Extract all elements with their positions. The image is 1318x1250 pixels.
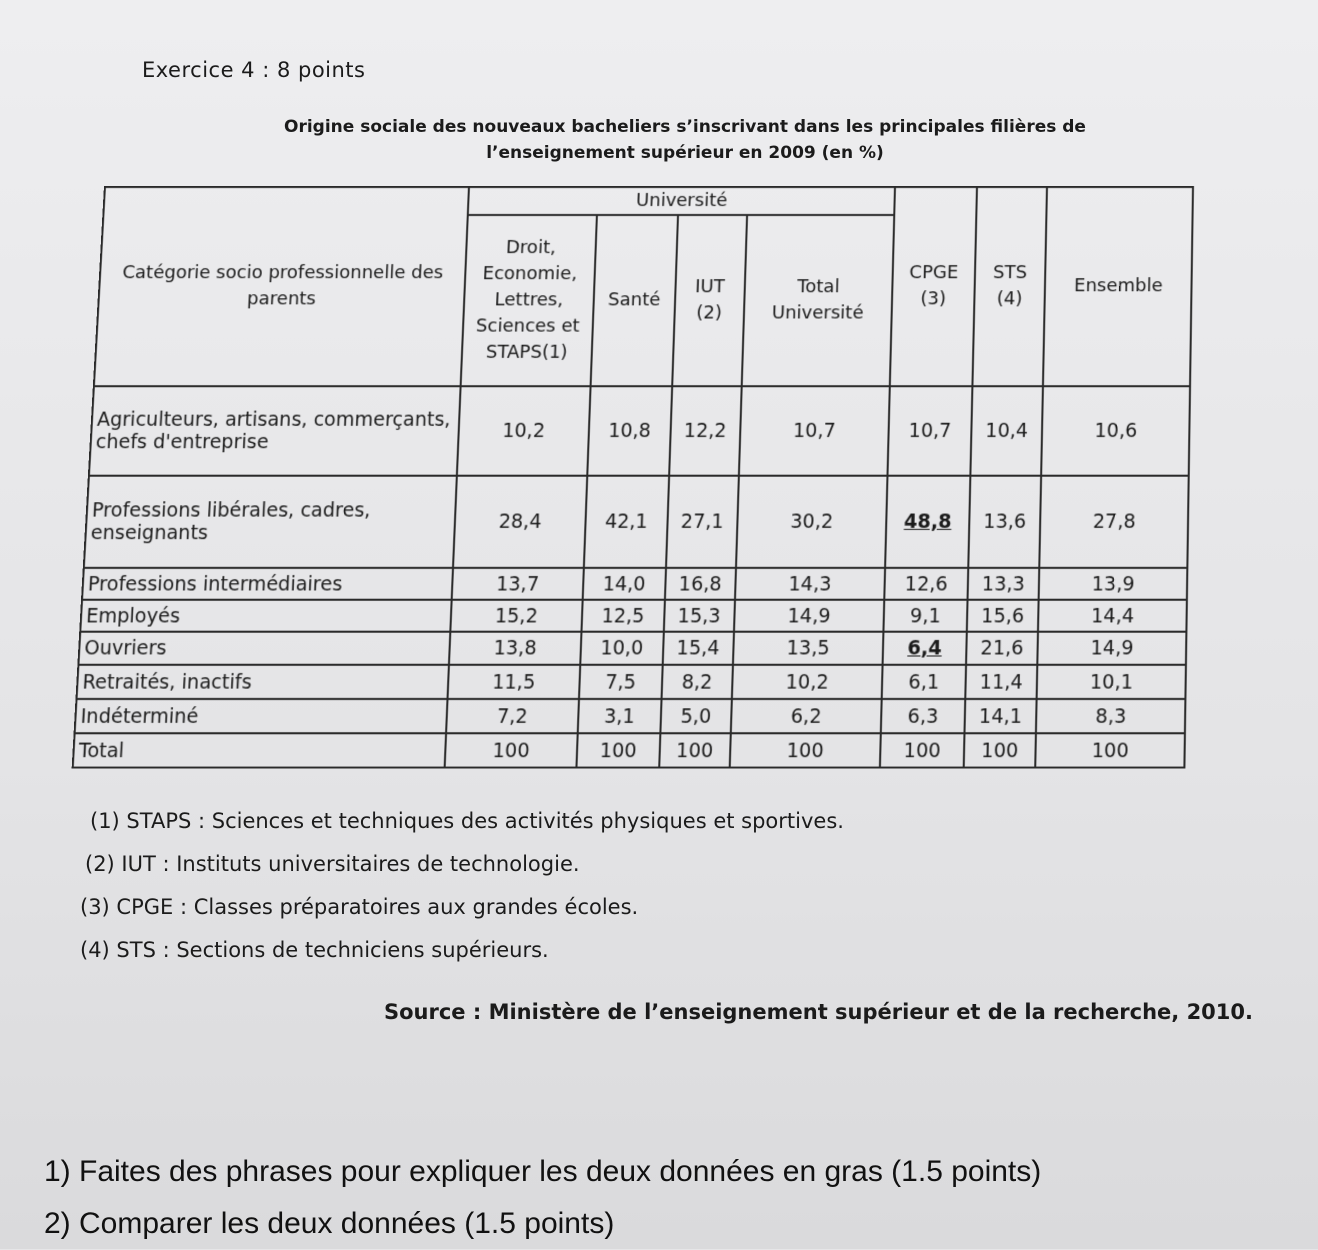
cell-ensemble: 8,3	[1036, 699, 1185, 733]
table-row	[75, 699, 1186, 733]
cell-sts: 21,6	[966, 632, 1039, 665]
cell-sante: 10,8	[587, 386, 672, 475]
cell-total-universite: 13,5	[732, 632, 883, 665]
cell-sante: 100	[576, 733, 660, 767]
cell-ensemble: 10,1	[1037, 665, 1186, 699]
cell-sante: 7,5	[579, 665, 663, 699]
table-row	[78, 632, 1186, 665]
question-1: 1) Faites des phrases pour expliquer les deux données en gras (1.5 points)	[44, 1155, 1042, 1188]
cell-cpge-highlighted: 6,4	[883, 632, 967, 665]
cell-sante: 3,1	[577, 699, 661, 733]
cell-sts: 14,1	[964, 699, 1037, 733]
row-label: Retraités, inactifs	[77, 665, 450, 699]
table-title-line-1: Origine sociale des nouveaux bacheliers s’inscrivant dans les principales filières de	[284, 117, 1086, 137]
cell-sts: 100	[963, 733, 1036, 767]
footnotes	[80, 800, 844, 972]
header-droit: Droit, Economie, Lettres, Sciences et STAPS(1)	[461, 215, 597, 386]
table-row	[77, 665, 1186, 699]
cell-iut: 27,1	[666, 476, 738, 568]
cell-sts: 10,4	[970, 386, 1043, 475]
cell-iut: 15,4	[663, 632, 734, 665]
cell-sts: 13,6	[968, 476, 1042, 568]
row-label: Professions intermédiaires	[82, 568, 453, 600]
cell-sante: 12,5	[581, 600, 665, 632]
cell-ensemble: 27,8	[1040, 476, 1189, 568]
cell-ensemble: 100	[1036, 733, 1185, 767]
cell-sante: 42,1	[583, 476, 669, 568]
table-title	[150, 114, 1220, 166]
header-ensemble: Ensemble	[1043, 187, 1193, 386]
cell-droit: 15,2	[450, 600, 582, 632]
row-label: Total	[73, 733, 446, 767]
cell-sante: 10,0	[580, 632, 664, 665]
question-2: 2) Comparer les deux données (1.5 points)	[44, 1207, 615, 1240]
cell-sts: 11,4	[965, 665, 1038, 699]
cell-iut: 15,3	[664, 600, 735, 632]
cell-droit: 13,8	[449, 632, 581, 665]
cell-total-universite: 10,2	[731, 665, 882, 699]
cell-cpge: 10,7	[888, 386, 972, 475]
cell-iut: 5,0	[660, 699, 731, 733]
cell-sante: 14,0	[582, 568, 666, 600]
header-universite: Université	[468, 187, 895, 215]
cell-cpge-highlighted: 48,8	[885, 476, 970, 568]
cell-total-universite: 100	[729, 733, 881, 767]
cell-sts: 15,6	[966, 600, 1038, 632]
table-row	[89, 386, 1190, 475]
social-origin-table	[72, 186, 1194, 769]
cell-iut: 100	[659, 733, 730, 767]
header-category: Catégorie socio professionnelle des parents	[94, 187, 469, 386]
cell-iut: 12,2	[669, 386, 741, 475]
row-label: Ouvriers	[78, 632, 450, 665]
cell-total-universite: 30,2	[735, 476, 887, 568]
table-row	[80, 600, 1187, 632]
cell-iut: 16,8	[665, 568, 736, 600]
table-row	[82, 568, 1187, 600]
cell-cpge: 9,1	[884, 600, 967, 632]
header-cpge: CPGE (3)	[890, 187, 977, 386]
cell-droit: 28,4	[453, 476, 587, 568]
cell-droit: 10,2	[457, 386, 590, 475]
footnote-iut: (2) IUT : Instituts universitaires de technologie.	[85, 852, 580, 876]
footnote-sts: (4) STS : Sections de techniciens supérieurs.	[80, 938, 549, 962]
cell-sts: 13,3	[967, 568, 1039, 600]
row-label: Employés	[80, 600, 452, 632]
table-title-line-2: l’enseignement supérieur en 2009 (en %)	[486, 143, 884, 163]
row-label: Agriculteurs, artisans, commerçants, chefs d'entreprise	[89, 386, 461, 475]
questions	[44, 1146, 1041, 1250]
cell-ensemble: 14,4	[1038, 600, 1187, 632]
cell-total-universite: 10,7	[738, 386, 890, 475]
cell-cpge: 12,6	[885, 568, 968, 600]
table-row	[84, 476, 1189, 568]
cell-droit: 100	[445, 733, 578, 767]
cell-ensemble: 14,9	[1038, 632, 1187, 665]
table-container	[72, 186, 1204, 769]
header-sts: STS (4)	[972, 187, 1047, 386]
cell-iut: 8,2	[662, 665, 733, 699]
cell-total-universite: 14,3	[734, 568, 885, 600]
exercise-title: Exercice 4 : 8 points	[142, 58, 366, 82]
cell-ensemble: 13,9	[1039, 568, 1187, 600]
cell-droit: 7,2	[446, 699, 578, 733]
cell-total-universite: 14,9	[733, 600, 884, 632]
cell-droit: 11,5	[448, 665, 580, 699]
cell-droit: 13,7	[452, 568, 584, 600]
source-line: Source : Ministère de l’enseignement supérieur et de la recherche, 2010.	[384, 1000, 1253, 1024]
row-label: Indéterminé	[75, 699, 448, 733]
cell-total-universite: 6,2	[730, 699, 882, 733]
footnote-staps: (1) STAPS : Sciences et techniques des activités physiques et sportives.	[90, 809, 844, 833]
cell-cpge: 6,1	[882, 665, 966, 699]
footnote-cpge: (3) CPGE : Classes préparatoires aux grandes écoles.	[80, 895, 639, 919]
row-label: Professions libérales, cadres, enseignants	[84, 476, 457, 568]
header-iut: IUT (2)	[672, 215, 746, 386]
cell-ensemble: 10,6	[1041, 386, 1190, 475]
header-sante: Santé	[590, 215, 678, 386]
cell-cpge: 6,3	[881, 699, 965, 733]
cell-cpge: 100	[880, 733, 964, 767]
header-total-universite: Total Université	[741, 215, 894, 386]
table-row-total	[73, 733, 1185, 767]
